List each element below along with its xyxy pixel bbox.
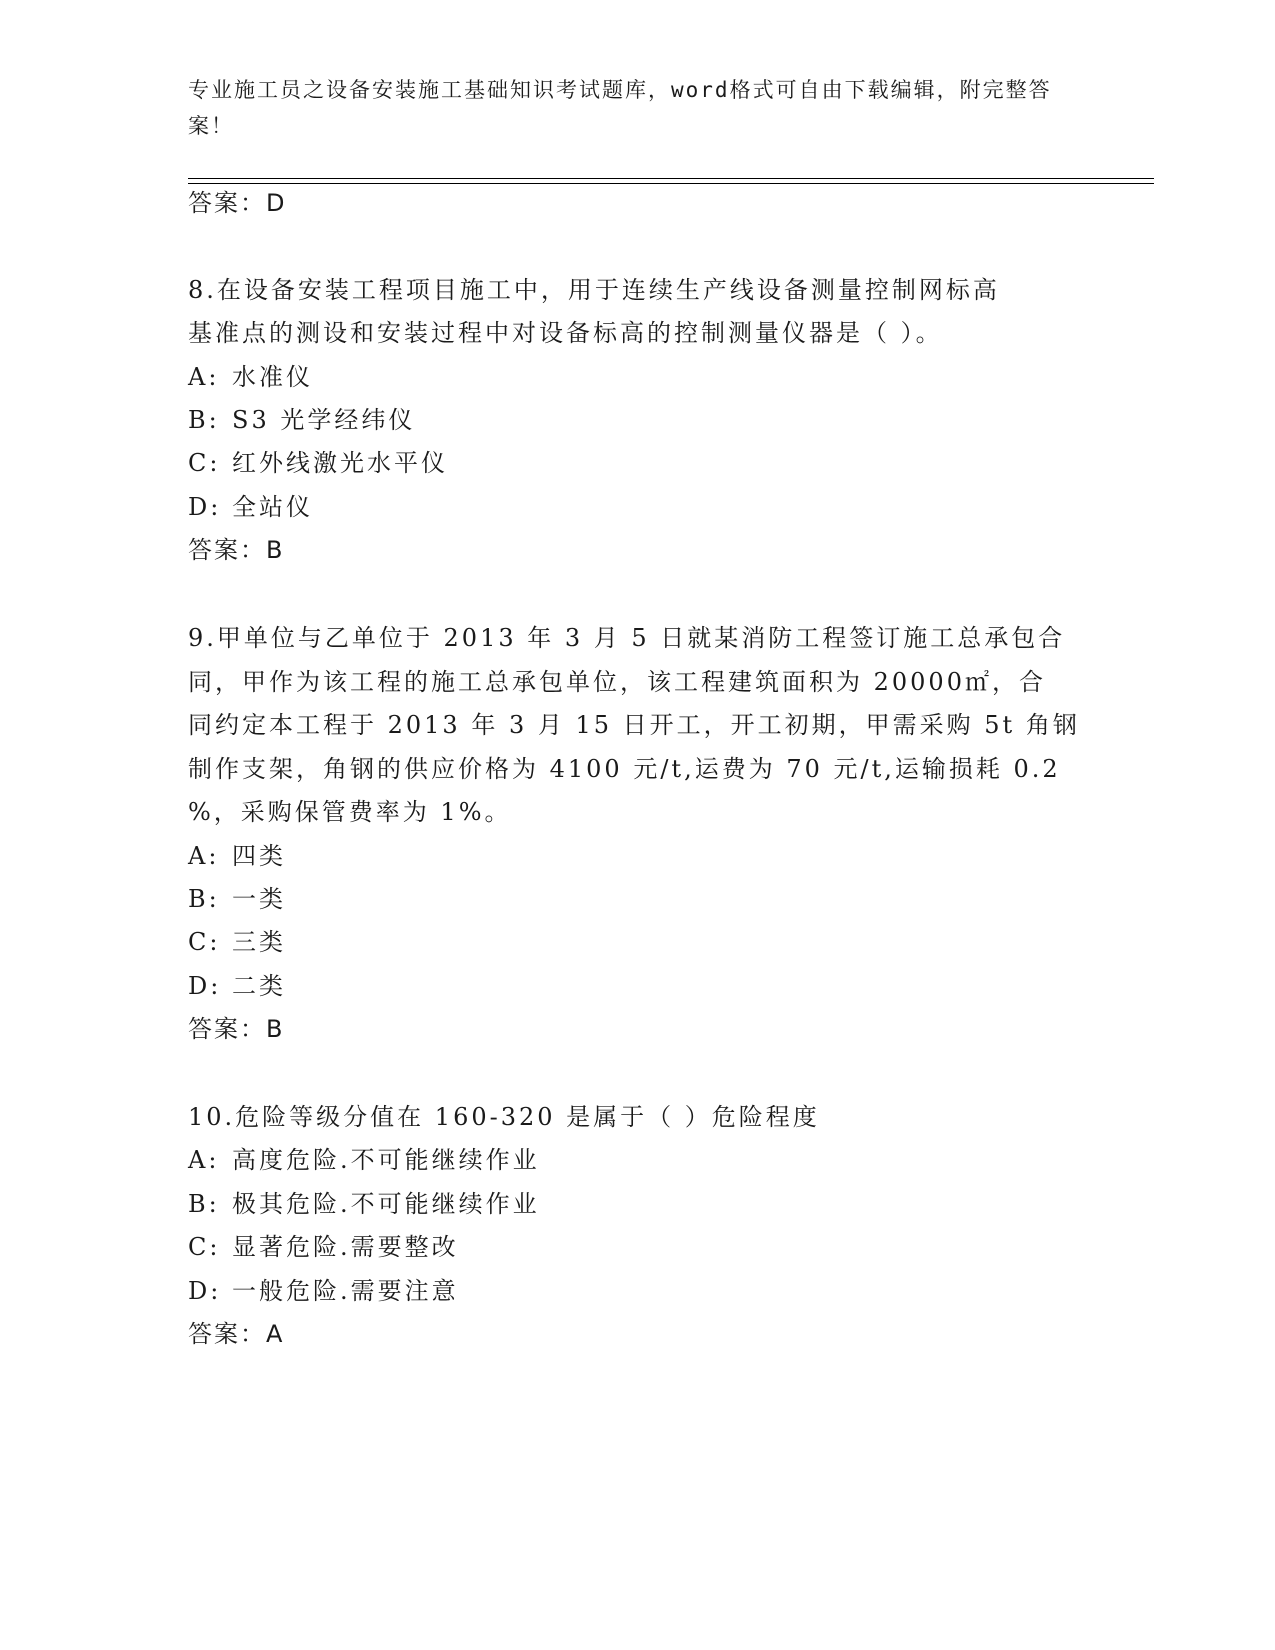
option-label: C: — [188, 928, 221, 956]
option-text: 二类 — [232, 972, 286, 1000]
question-8-line-2: 基准点的测设和安装过程中对设备标高的控制测量仪器是（ ）。 — [188, 319, 943, 347]
option-label: C: — [188, 449, 221, 477]
option-label: B: — [188, 406, 220, 434]
question-9-line-2: 同，甲作为该工程的施工总承包单位，该工程建筑面积为 20000㎡，合 — [188, 668, 1046, 696]
question-9-option-a — [188, 834, 286, 879]
option-text: 红外线激光水平仪 — [232, 449, 448, 477]
question-8-option-b — [188, 398, 415, 443]
option-label: A: — [188, 842, 220, 870]
question-9-line-5: %，采购保管费率为 1%。 — [188, 798, 512, 826]
header-divider-top — [188, 178, 1154, 179]
option-text: 极其危险.不可能继续作业 — [232, 1190, 540, 1218]
question-10-option-d — [188, 1269, 459, 1314]
option-label: D: — [188, 972, 222, 1000]
question-9-line-4: 制作支架，角钢的供应价格为 4100 元/t,运费为 70 元/t,运输损耗 0.2 — [188, 755, 1061, 783]
option-text: 四类 — [232, 842, 286, 870]
question-8-answer: 答案：B — [188, 536, 285, 564]
option-text: 三类 — [232, 928, 286, 956]
option-text: 一般危险.需要注意 — [232, 1277, 459, 1305]
question-9-line-1: 9.甲单位与乙单位于 2013 年 3 月 5 日就某消防工程签订施工总承包合 — [188, 624, 1066, 652]
option-text: 水准仪 — [232, 363, 313, 391]
option-label: D: — [188, 493, 222, 521]
option-label: D: — [188, 1277, 222, 1305]
option-label: C: — [188, 1233, 221, 1261]
option-text: 显著危险.需要整改 — [232, 1233, 459, 1261]
page-header: 专业施工员之设备安装施工基础知识考试题库，word格式可自由下载编辑，附完整答案！ — [188, 78, 1052, 138]
option-text: 一类 — [232, 885, 286, 913]
question-8-option-a — [188, 355, 313, 400]
question-10-line-1: 10.危险等级分值在 160-320 是属于（ ）危险程度 — [188, 1103, 820, 1131]
question-9-option-d — [188, 964, 286, 1009]
question-10-option-a — [188, 1138, 540, 1183]
question-10-option-c — [188, 1225, 459, 1270]
question-10-answer: 答案：A — [188, 1320, 285, 1348]
question-9-line-3: 同约定本工程于 2013 年 3 月 15 日开工，开工初期，甲需采购 5t 角钢 — [188, 711, 1080, 739]
question-8-option-d — [188, 485, 313, 530]
option-label: A: — [188, 1146, 220, 1174]
option-label: B: — [188, 1190, 220, 1218]
answer-previous: 答案：D — [188, 189, 287, 217]
option-label: A: — [188, 363, 220, 391]
question-9-answer: 答案：B — [188, 1015, 285, 1043]
option-label: B: — [188, 885, 220, 913]
option-text: S3 光学经纬仪 — [232, 406, 416, 434]
question-8-option-c — [188, 441, 448, 486]
question-9-option-b — [188, 877, 286, 922]
option-text: 全站仪 — [232, 493, 313, 521]
question-8-line-1: 8.在设备安装工程项目施工中，用于连续生产线设备测量控制网标高 — [188, 276, 1000, 304]
option-text: 高度危险.不可能继续作业 — [232, 1146, 540, 1174]
header-divider-bottom — [188, 183, 1154, 184]
question-10-option-b — [188, 1182, 540, 1227]
question-9-option-c — [188, 920, 286, 965]
